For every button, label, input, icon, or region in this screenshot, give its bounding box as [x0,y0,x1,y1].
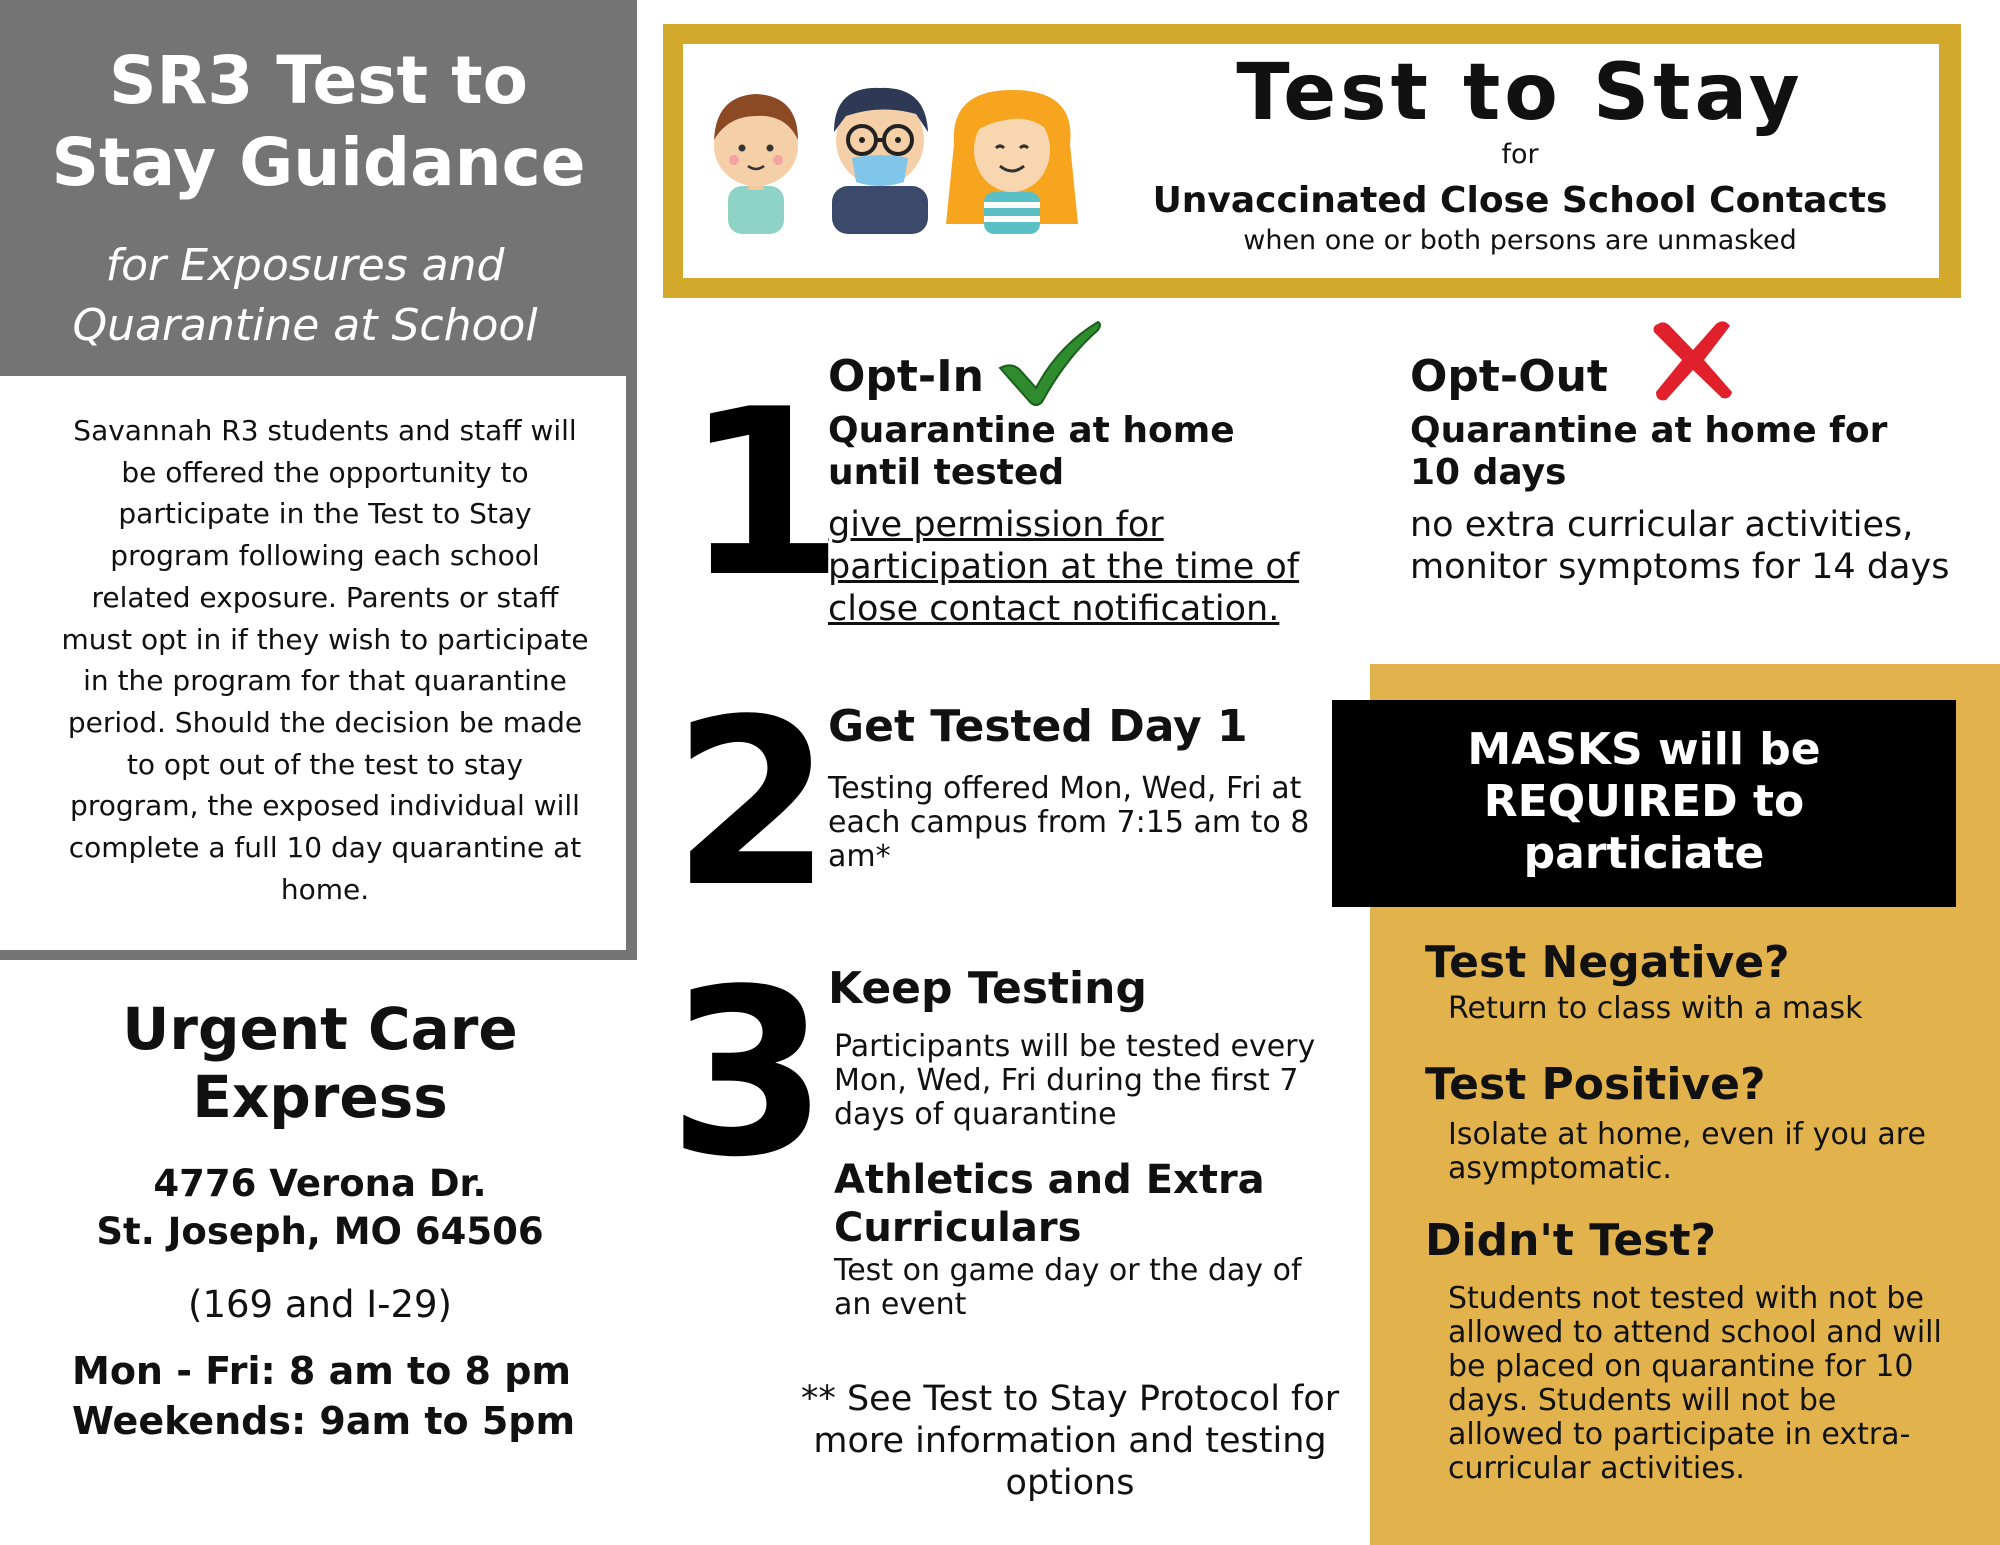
page-title-line1: SR3 Test to [109,42,528,119]
test-negative-body: Return to class with a mask [1448,991,1863,1026]
page-title [0,40,637,204]
opt-in-label: Opt-In [828,351,984,402]
banner-subtitle: Unvaccinated Close School Contacts [1152,180,1888,221]
step-3-body: Participants will be tested every Mon, Wed, Fri during the first 7 days of quarantine [834,1029,1316,1132]
page-subtitle [0,236,610,356]
opt-in-body: give permission for participation at the time of close contact notification. [828,505,1300,629]
child-1-icon [714,94,798,234]
address-line1: 4776 Verona Dr. [153,1162,487,1205]
masks-notice [1332,724,1956,880]
urgent-care-title-line2: Express [192,1063,448,1131]
step-2-body: Testing offered Mon, Wed, Fri at each campus from 7:15 am to 8 am* [828,771,1310,874]
step-3-heading: Keep Testing [828,963,1147,1014]
urgent-care-address [60,1160,580,1256]
step-number-3: 3 [668,941,829,1208]
urgent-care-title-line1: Urgent Care [122,995,518,1063]
opt-in-heading: Quarantine at home until tested [828,410,1235,493]
x-icon [1648,318,1738,402]
banner-title: Test to Stay [1236,48,1804,138]
step-2-heading: Get Tested Day 1 [828,701,1248,752]
opt-out-heading: Quarantine at home for 10 days [1410,410,1888,493]
test-positive-body: Isolate at home, even if you are asymptomatic. [1448,1117,1926,1186]
opt-out-label: Opt-Out [1410,351,1608,402]
athletics-heading: Athletics and Extra Curriculars [834,1157,1265,1251]
children-illustration [706,74,1116,234]
step-number-1: 1 [684,361,845,628]
page-title-line2: Stay Guidance [51,124,586,201]
test-negative-heading: Test Negative? [1425,937,1790,988]
didnt-test-heading: Didn't Test? [1425,1215,1717,1266]
banner-for: for [1501,139,1539,170]
didnt-test-body: Students not tested with not be allowed to attend school and will be placed on quarantine for 10 days. Students will not be allowed to participate in extra-curricular activities. [1448,1281,1942,1486]
footnote: ** See Test to Stay Protocol for more information and testing options [800,1379,1340,1503]
urgent-care-hours [72,1346,632,1446]
urgent-care-roads: (169 and I-29) [188,1283,452,1326]
masks-line3: particiate [1523,828,1765,879]
opt-out-body: no extra curricular activities, monitor symptoms for 14 days [1410,505,1950,587]
intro-text: Savannah R3 students and staff will be offered the opportunity to participate in the Test to Stay program following each school related exposure. Parents or staff must opt in if they wish to participate in the program for that quarantine period. Should the decision be made to opt out of the test to stay program, the exposed individual will complete a full 10 day quarantine at home. [61,414,589,906]
banner-note: when one or both persons are unmasked [1243,225,1797,256]
masks-line2: REQUIRED to [1483,776,1805,827]
urgent-care-title [60,995,580,1131]
test-positive-heading: Test Positive? [1425,1059,1766,1110]
athletics-body: Test on game day or the day of an event [834,1253,1302,1322]
child-3-icon [946,90,1078,234]
check-icon [994,318,1104,408]
page-subtitle-line1: for Exposures and [105,240,505,291]
masks-line1: MASKS will be [1467,724,1821,775]
hours-weekend: Weekends: 9am to 5pm [72,1399,576,1443]
address-line2: St. Joseph, MO 64506 [96,1210,544,1253]
child-2-icon [832,88,928,234]
page-subtitle-line2: Quarantine at School [72,300,538,351]
step-number-2: 2 [672,671,833,938]
hours-weekday: Mon - Fri: 8 am to 8 pm [72,1349,572,1393]
